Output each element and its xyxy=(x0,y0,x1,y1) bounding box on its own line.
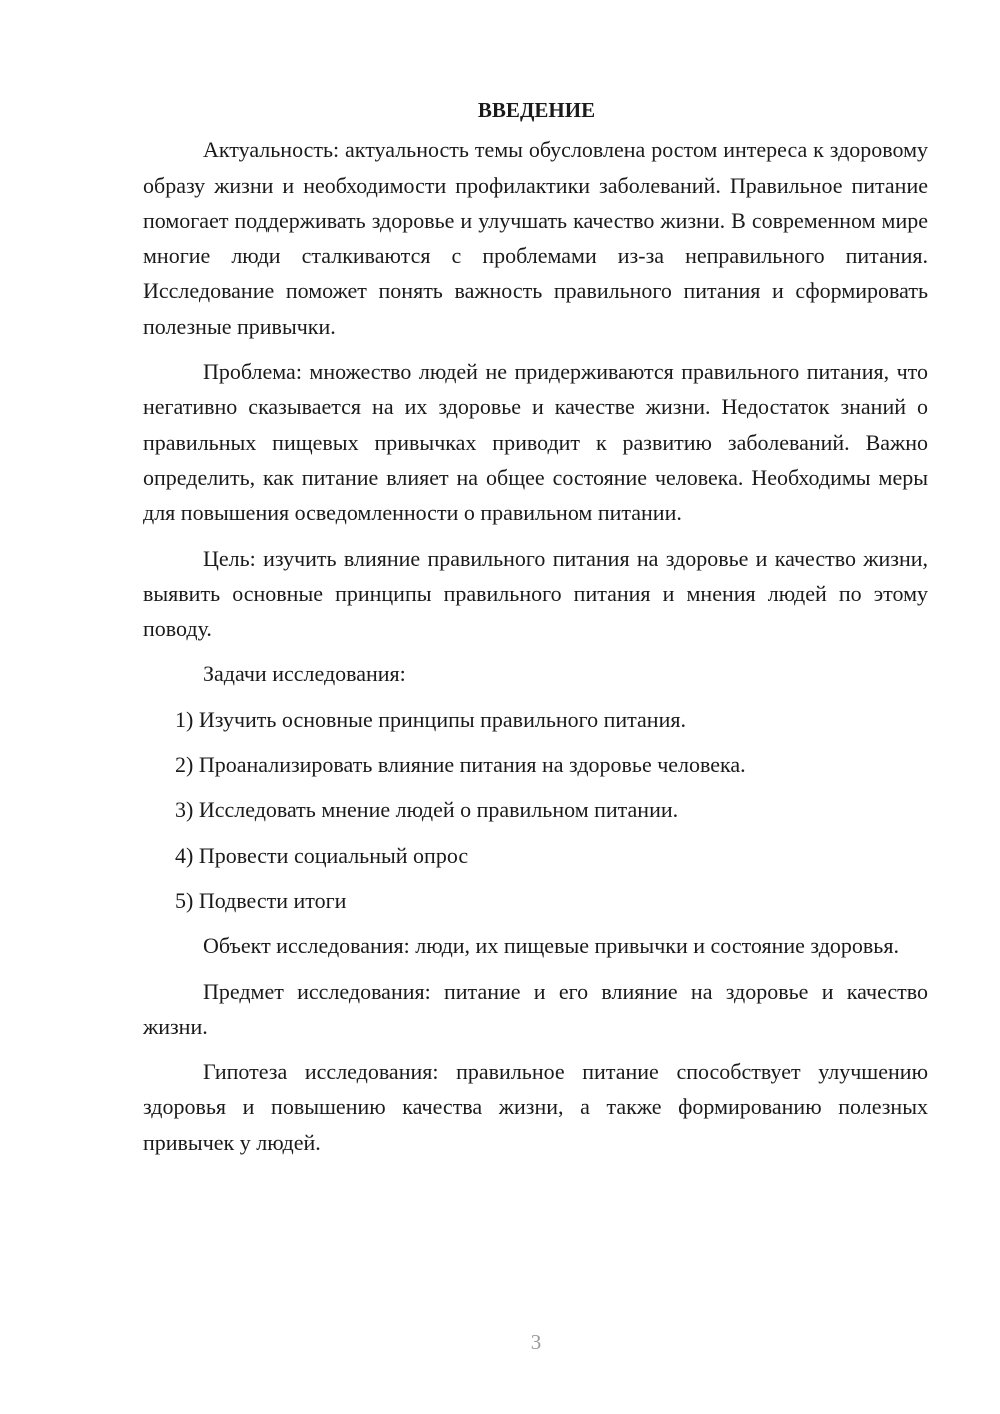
task-item: 2) Проанализировать влияние питания на здоровье человека. xyxy=(175,752,746,778)
page-content xyxy=(143,93,928,1170)
task-item: 5) Подвести итоги xyxy=(175,887,347,913)
paragraph-problem: Проблема: множество людей не придерживаются правильного питания, что негативно сказывается на их здоровье и качестве жизни. Недостаток знаний о правильных пищевых привычках приводит к развитию заболеваний. Важно определить, как питание влияет на общее состояние человека. Необходимы меры для повышения осведомленности о правильном питании. xyxy=(143,359,928,526)
task-item: 3) Исследовать мнение людей о правильном питании. xyxy=(175,797,679,823)
task-item: 4) Провести социальный опрос xyxy=(175,842,469,868)
page-number: 3 xyxy=(530,1330,542,1354)
paragraph-goal: Цель: изучить влияние правильного питания на здоровье и качество жизни, выявить основные принципы правильного питания и мнения людей по этому поводу. xyxy=(143,545,928,642)
section-title: ВВЕДЕНИЕ xyxy=(477,98,596,122)
paragraph-hypothesis: Гипотеза исследования: правильное питание способствует улучшению здоровья и повышению качества жизни, а также формированию полезных привычек у людей. xyxy=(143,1059,928,1155)
paragraph-subject: Предмет исследования: питание и его влияние на здоровье и качество жизни. xyxy=(143,978,928,1039)
tasks-heading: Задачи исследования: xyxy=(203,661,406,687)
tasks-list xyxy=(143,702,928,918)
task-item: 1) Изучить основные принципы правильного питания. xyxy=(175,706,686,732)
paragraph-relevance: Актуальность: актуальность темы обусловлена ростом интереса к здоровому образу жизни и необходимости профилактики заболеваний. Правильное питание помогает поддерживать здоровье и улучшать качество жизни. В современном мире многие люди сталкиваются с проблемами из-за неправильного питания. Исследование поможет понять важность правильного питания и сформировать полезные привычки. xyxy=(143,137,928,339)
paragraph-object: Объект исследования: люди, их пищевые привычки и состояние здоровья. xyxy=(203,933,899,959)
